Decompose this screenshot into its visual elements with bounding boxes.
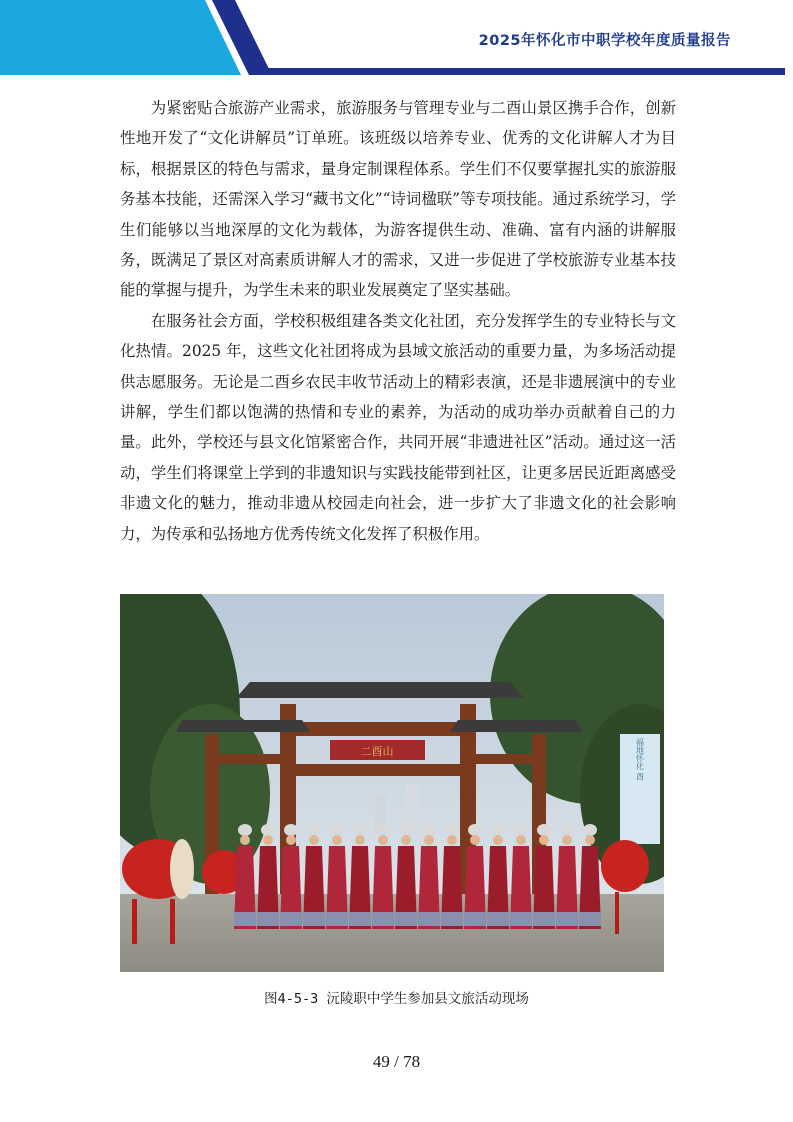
header-rule: [250, 68, 785, 75]
header-cyan-band: [0, 0, 241, 75]
gate-sign-text: 二酉山: [360, 745, 394, 758]
event-photo-illustration: [120, 594, 664, 972]
paragraph: 在服务社会方面，学校积极组建各类文化社团，充分发挥学生的专业特长与文化热情。2025 年，这些文化社团将成为县域文旅活动的重要力量，为多场活动提供志愿服务。无论是二酉乡农民丰收节活动上的精彩表演，还是非遗展演中的专业讲解，学生们都以饱满的热情和专业的素养，为活动的成功举办贡献着自己的力量。此外，学校还与县文化馆紧密合作，共同开展“非遗进社区”活动。通过这一活动，学生们将课堂上学到的非遗知识与实践技能带到社区，让更多居民近距离感受非遗文化的魅力，推动非遗从校园走向社会，进一步扩大了非遗文化的社会影响力，为传承和弘扬地方优秀传统文化发挥了积极作用。: [120, 311, 676, 543]
page-header: [0, 0, 793, 80]
paragraph: 为紧密贴合旅游产业需求，旅游服务与管理专业与二酉山景区携手合作，创新性地开发了“文化讲解员”订单班。该班级以培养专业、优秀的文化讲解人才为目标，根据景区的特色与需求，量身定制课程体系。学生们不仅要掌握扎实的旅游服务基本技能，还需深入学习“藏书文化”“诗词楹联”等专项技能。通过系统学习，学生们能够以当地深厚的文化为载体，为游客提供生动、准确、富有内涵的讲解服务，既满足了景区对高素质讲解人才的需求，又进一步促进了学校旅游专业基本技能的掌握与提升，为学生未来的职业发展奠定了坚实基础。: [120, 99, 676, 300]
figure-caption: 图4-5-3 沅陵职中学生参加县文旅活动现场: [264, 991, 529, 1007]
page-number: 49 / 78: [372, 1052, 421, 1071]
banner-text: 福地怀化 酉: [635, 737, 645, 781]
event-photo: [120, 594, 664, 972]
header-title: 2025年怀化市中职学校年度质量报告: [478, 33, 731, 49]
body-text: [120, 93, 676, 549]
